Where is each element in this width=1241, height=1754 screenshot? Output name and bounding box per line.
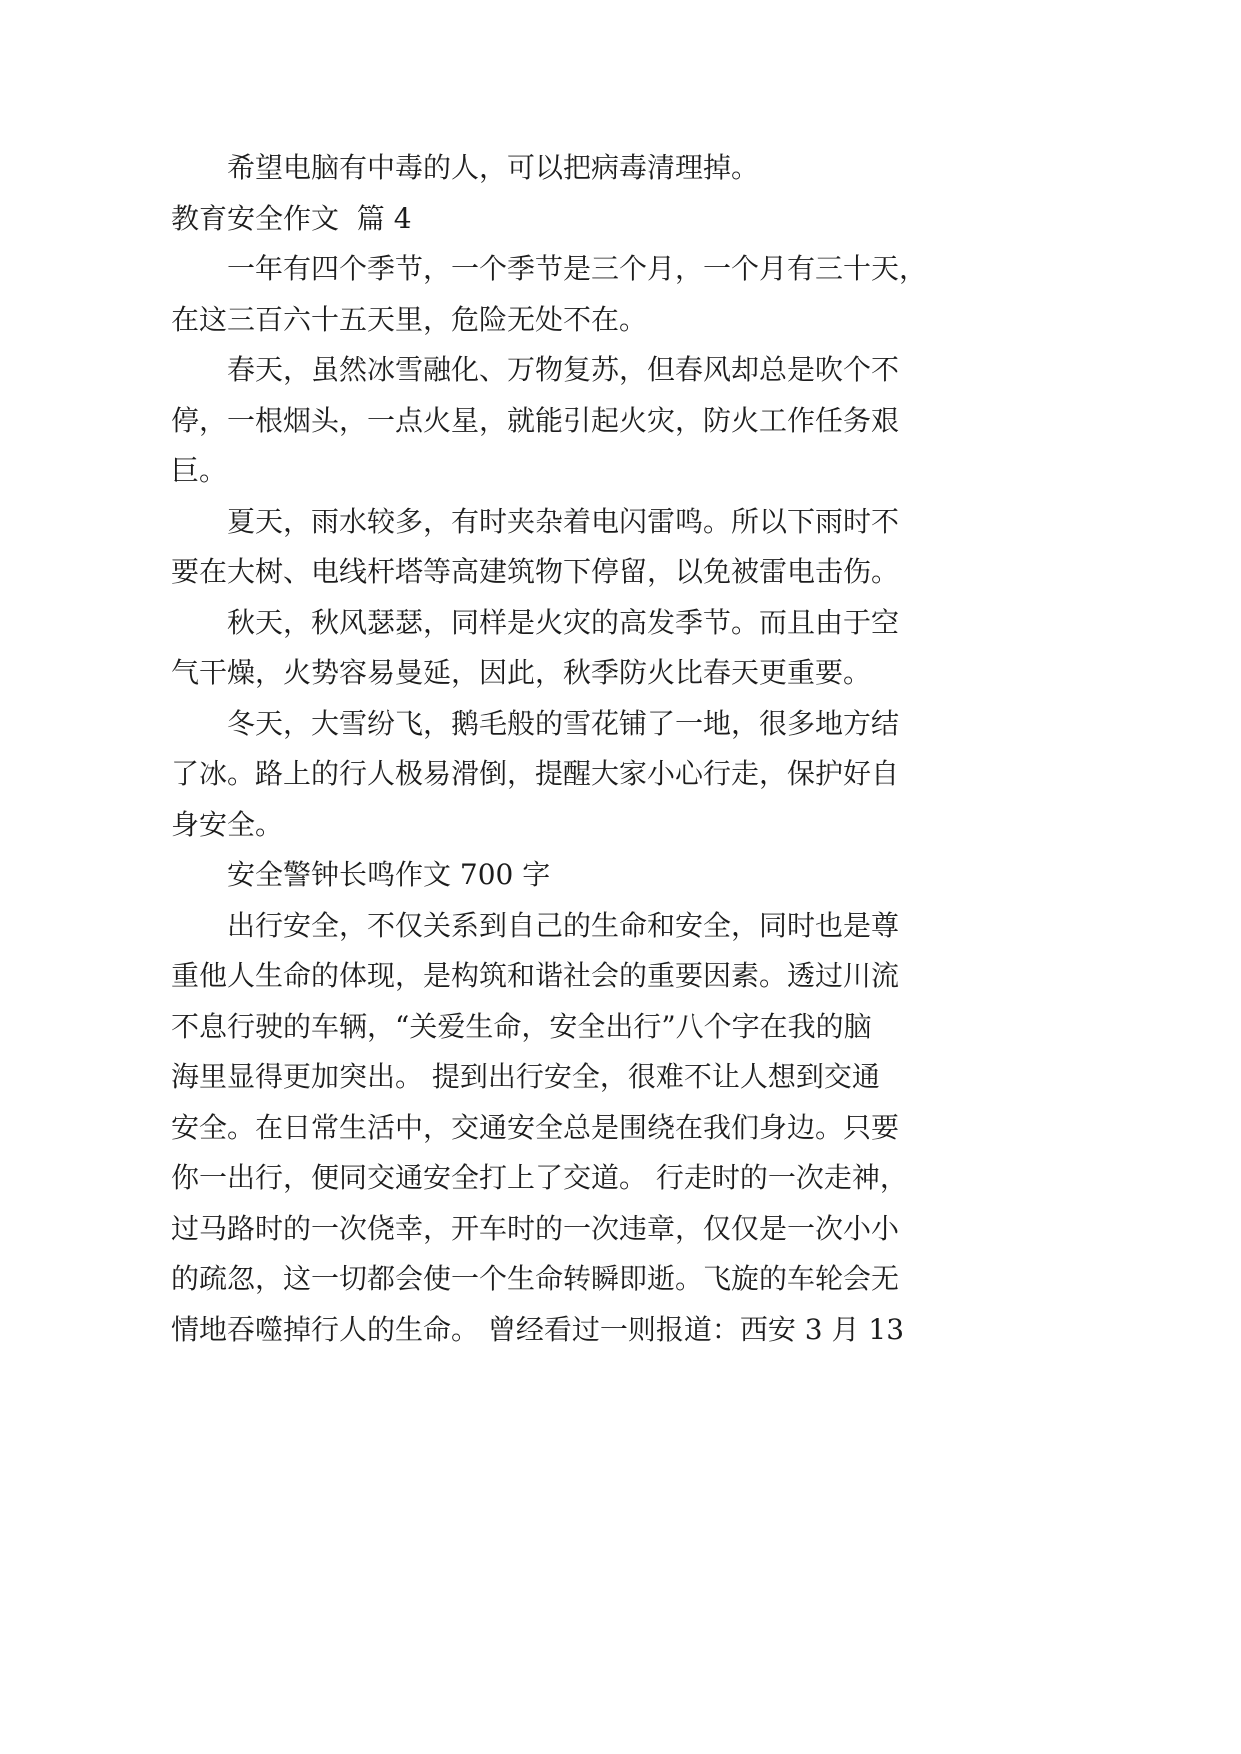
article-title bbox=[171, 850, 961, 901]
text-line: 气干燥，火势容易曼延，因此，秋季防火比春天更重要。 bbox=[171, 656, 872, 689]
text-line: 要在大树、电线杆塔等高建筑物下停留，以免被雷电击伤。 bbox=[171, 555, 900, 588]
text-line: 了冰。路上的行人极易滑倒，提醒大家小心行走，保护好自 bbox=[171, 757, 900, 790]
paragraph-spring bbox=[171, 345, 961, 497]
paragraph-year bbox=[171, 244, 961, 345]
section-heading: 教育安全作文 篇 4 bbox=[171, 201, 412, 235]
text-line: 巨。 bbox=[171, 454, 228, 487]
text-line: 夏天，雨水较多，有时夹杂着电闪雷鸣。所以下雨时不 bbox=[227, 504, 900, 538]
paragraph-autumn bbox=[171, 598, 961, 699]
intro-paragraph bbox=[171, 143, 961, 194]
text-line: 情地吞噬掉行人的生命。 曾经看过一则报道：西安 3 月 13 bbox=[171, 1312, 905, 1346]
text-line: 海里显得更加突出。 提到出行安全，很难不让人想到交通 bbox=[171, 1060, 880, 1093]
text-line: 你一出行，便同交通安全打上了交道。 行走时的一次走神， bbox=[171, 1161, 908, 1194]
text-line: 重他人生命的体现，是构筑和谐社会的重要因素。透过川流 bbox=[171, 959, 900, 992]
text-line: 在这三百六十五天里，危险无处不在。 bbox=[171, 302, 648, 336]
text-line: 的疏忽，这一切都会使一个生命转瞬即逝。飞旋的车轮会无 bbox=[171, 1262, 900, 1295]
paragraph-winter bbox=[171, 699, 961, 851]
text-line: 希望电脑有中毒的人，可以把病毒清理掉。 bbox=[227, 151, 760, 184]
article-paragraph bbox=[171, 901, 961, 1356]
text-line: 春天，虽然冰雪融化、万物复苏，但春风却总是吹个不 bbox=[227, 353, 900, 386]
text-line: 身安全。 bbox=[171, 807, 284, 841]
text-line: 冬天，大雪纷飞，鹅毛般的雪花铺了一地，很多地方结 bbox=[227, 706, 900, 740]
document-body bbox=[171, 143, 961, 1355]
text-line: 一年有四个季节，一个季节是三个月，一个月有三十天， bbox=[227, 252, 928, 285]
paragraph-summer bbox=[171, 497, 961, 598]
text-line: 停，一根烟头，一点火星，就能引起火灾，防火工作任务艰 bbox=[171, 403, 900, 437]
text-line: 秋天，秋风瑟瑟，同样是火灾的高发季节。而且由于空 bbox=[227, 605, 900, 639]
text-line: 出行安全，不仅关系到自己的生命和安全，同时也是尊 bbox=[227, 908, 900, 942]
text-line: 安全。在日常生活中，交通安全总是围绕在我们身边。只要 bbox=[171, 1110, 900, 1144]
text-line: 安全警钟长鸣作文 700 字 bbox=[227, 858, 551, 891]
text-line: 过马路时的一次侥幸，开车时的一次违章，仅仅是一次小小 bbox=[171, 1211, 900, 1245]
text-line: 不息行驶的车辆，“关爱生命，安全出行”八个字在我的脑 bbox=[171, 1009, 872, 1043]
